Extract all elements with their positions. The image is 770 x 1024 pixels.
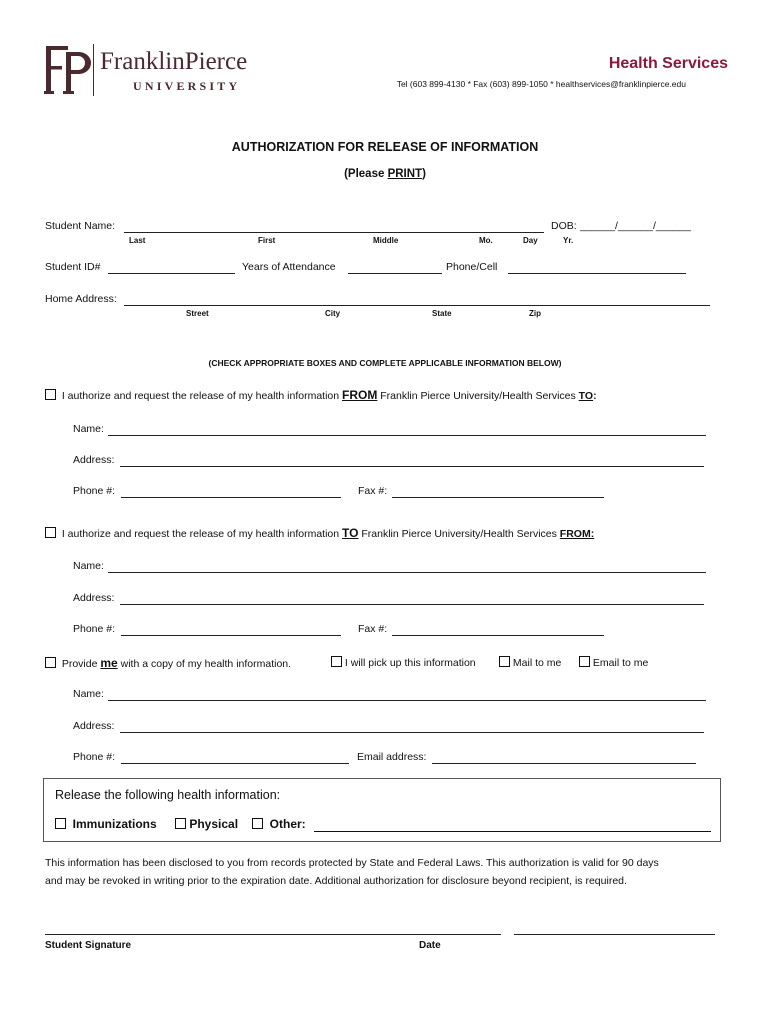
from-phone-field[interactable] bbox=[121, 497, 341, 498]
to-phone-label: Phone #: bbox=[73, 623, 116, 635]
to-name-label: Name: bbox=[73, 560, 104, 572]
sub-first: First bbox=[258, 236, 276, 245]
from-address-label: Address: bbox=[73, 454, 115, 466]
date-label: Date bbox=[419, 940, 441, 951]
pickup-option bbox=[331, 656, 476, 669]
other-label: Other: bbox=[269, 817, 306, 831]
dob-label: DOB: bbox=[551, 220, 577, 232]
mail-label: Mail to me bbox=[512, 657, 562, 669]
form-title: AUTHORIZATION FOR RELEASE OF INFORMATION bbox=[231, 140, 539, 154]
fp-monogram-icon bbox=[44, 44, 94, 96]
logo-university: UNIVERSITY bbox=[133, 79, 241, 93]
other-checkbox[interactable] bbox=[252, 818, 263, 829]
sub-day: Day bbox=[523, 236, 538, 245]
instructions: (CHECK APPROPRIATE BOXES AND COMPLETE APPLICABLE INFORMATION BELOW) bbox=[208, 358, 562, 368]
email-option bbox=[579, 656, 648, 669]
copy-name-field[interactable] bbox=[108, 700, 706, 701]
phone-cell-label: Phone/Cell bbox=[446, 261, 498, 273]
disclaimer-line-2: and may be revoked in writing prior to the expiration date. Additional authorization for disclosure beyond recipient, is required. bbox=[45, 875, 627, 887]
mail-option bbox=[499, 656, 561, 669]
from-address-field[interactable] bbox=[120, 466, 704, 467]
copy-checkbox[interactable] bbox=[45, 657, 56, 668]
from-name-label: Name: bbox=[73, 423, 104, 435]
release-to-text-a: I authorize and request the release of my health information bbox=[61, 528, 343, 540]
copy-address-label: Address: bbox=[73, 720, 115, 732]
to-address-label: Address: bbox=[73, 592, 115, 604]
to-name-field[interactable] bbox=[108, 572, 706, 573]
logo-divider bbox=[93, 44, 94, 96]
sub-street: Street bbox=[186, 309, 209, 318]
logo-name: FranklinPierce bbox=[100, 48, 248, 75]
phone-cell-field[interactable] bbox=[508, 273, 686, 274]
release-heading: Release the following health information: bbox=[55, 788, 281, 802]
sub-middle: Middle bbox=[373, 236, 399, 245]
immunizations-label: Immunizations bbox=[72, 817, 157, 831]
other-field[interactable] bbox=[314, 831, 711, 832]
home-address-label: Home Address: bbox=[45, 293, 117, 305]
release-from-row bbox=[45, 388, 597, 402]
dob-field[interactable]: ______/______/______ bbox=[580, 220, 691, 232]
signature-field[interactable] bbox=[45, 934, 501, 935]
sub-city: City bbox=[325, 309, 341, 318]
student-id-label: Student ID# bbox=[45, 261, 101, 273]
mail-checkbox[interactable] bbox=[499, 656, 510, 667]
immunizations-checkbox[interactable] bbox=[55, 818, 66, 829]
release-to-text-b: Franklin Pierce University/Health Services bbox=[358, 528, 560, 540]
years-field[interactable] bbox=[348, 273, 442, 274]
sub-mo: Mo. bbox=[479, 236, 493, 245]
copy-email-label: Email address: bbox=[357, 751, 427, 763]
to-fax-label: Fax #: bbox=[358, 623, 388, 635]
copy-phone-field[interactable] bbox=[121, 763, 349, 764]
subtitle-close: ) bbox=[422, 168, 426, 180]
from-fax-label: Fax #: bbox=[358, 485, 388, 497]
to-phone-field[interactable] bbox=[121, 635, 341, 636]
signature-label: Student Signature bbox=[45, 940, 132, 951]
from-name-field[interactable] bbox=[108, 435, 706, 436]
contact-info: Tel (603 899-4130 * Fax (603) 899-1050 * healthservices@franklinpierce.edu bbox=[396, 79, 686, 89]
immunizations-option bbox=[55, 817, 157, 831]
sub-yr: Yr. bbox=[563, 236, 574, 245]
release-from-colon: : bbox=[593, 390, 597, 402]
copy-email-field[interactable] bbox=[432, 763, 696, 764]
release-from-keyword2: TO bbox=[578, 390, 594, 402]
email-checkbox[interactable] bbox=[579, 656, 590, 667]
sub-state: State bbox=[432, 309, 452, 318]
release-to-keyword: TO bbox=[342, 526, 359, 540]
release-from-text-a: I authorize and request the release of my health information bbox=[61, 390, 343, 402]
subtitle-print: PRINT bbox=[387, 168, 423, 180]
release-from-keyword: FROM bbox=[342, 388, 378, 402]
student-id-field[interactable] bbox=[108, 273, 235, 274]
to-fax-field[interactable] bbox=[392, 635, 604, 636]
copy-text-a: Provide bbox=[61, 658, 101, 670]
physical-option bbox=[175, 817, 238, 831]
release-to-checkbox[interactable] bbox=[45, 527, 56, 538]
email-label: Email to me bbox=[592, 657, 649, 669]
copy-phone-label: Phone #: bbox=[73, 751, 116, 763]
date-field[interactable] bbox=[514, 934, 715, 935]
release-to-keyword2: FROM: bbox=[559, 528, 595, 540]
form-subtitle bbox=[0, 168, 770, 180]
pickup-label: I will pick up this information bbox=[344, 657, 476, 669]
release-from-checkbox[interactable] bbox=[45, 389, 56, 400]
years-label: Years of Attendance bbox=[242, 261, 336, 273]
subtitle-open: (Please bbox=[344, 168, 388, 180]
department-title: Health Services bbox=[608, 55, 728, 72]
from-phone-label: Phone #: bbox=[73, 485, 116, 497]
copy-text-b: with a copy of my health information. bbox=[117, 658, 292, 670]
pickup-checkbox[interactable] bbox=[331, 656, 342, 667]
physical-checkbox[interactable] bbox=[175, 818, 186, 829]
student-name-label: Student Name: bbox=[45, 220, 116, 232]
other-option bbox=[252, 817, 306, 831]
home-address-field[interactable] bbox=[124, 305, 710, 306]
copy-address-field[interactable] bbox=[120, 732, 704, 733]
sub-last: Last bbox=[129, 236, 146, 245]
student-name-field[interactable] bbox=[124, 232, 544, 233]
release-to-row bbox=[45, 526, 594, 540]
copy-row bbox=[45, 656, 291, 670]
copy-keyword: me bbox=[100, 656, 118, 670]
sub-zip: Zip bbox=[529, 309, 541, 318]
copy-name-label: Name: bbox=[73, 688, 104, 700]
to-address-field[interactable] bbox=[120, 604, 704, 605]
disclaimer-line-1: This information has been disclosed to you from records protected by State and Federal Laws. This authorization is valid for 90 days bbox=[45, 857, 659, 869]
from-fax-field[interactable] bbox=[392, 497, 604, 498]
physical-label: Physical bbox=[189, 817, 239, 831]
release-from-text-b: Franklin Pierce University/Health Services bbox=[377, 390, 579, 402]
